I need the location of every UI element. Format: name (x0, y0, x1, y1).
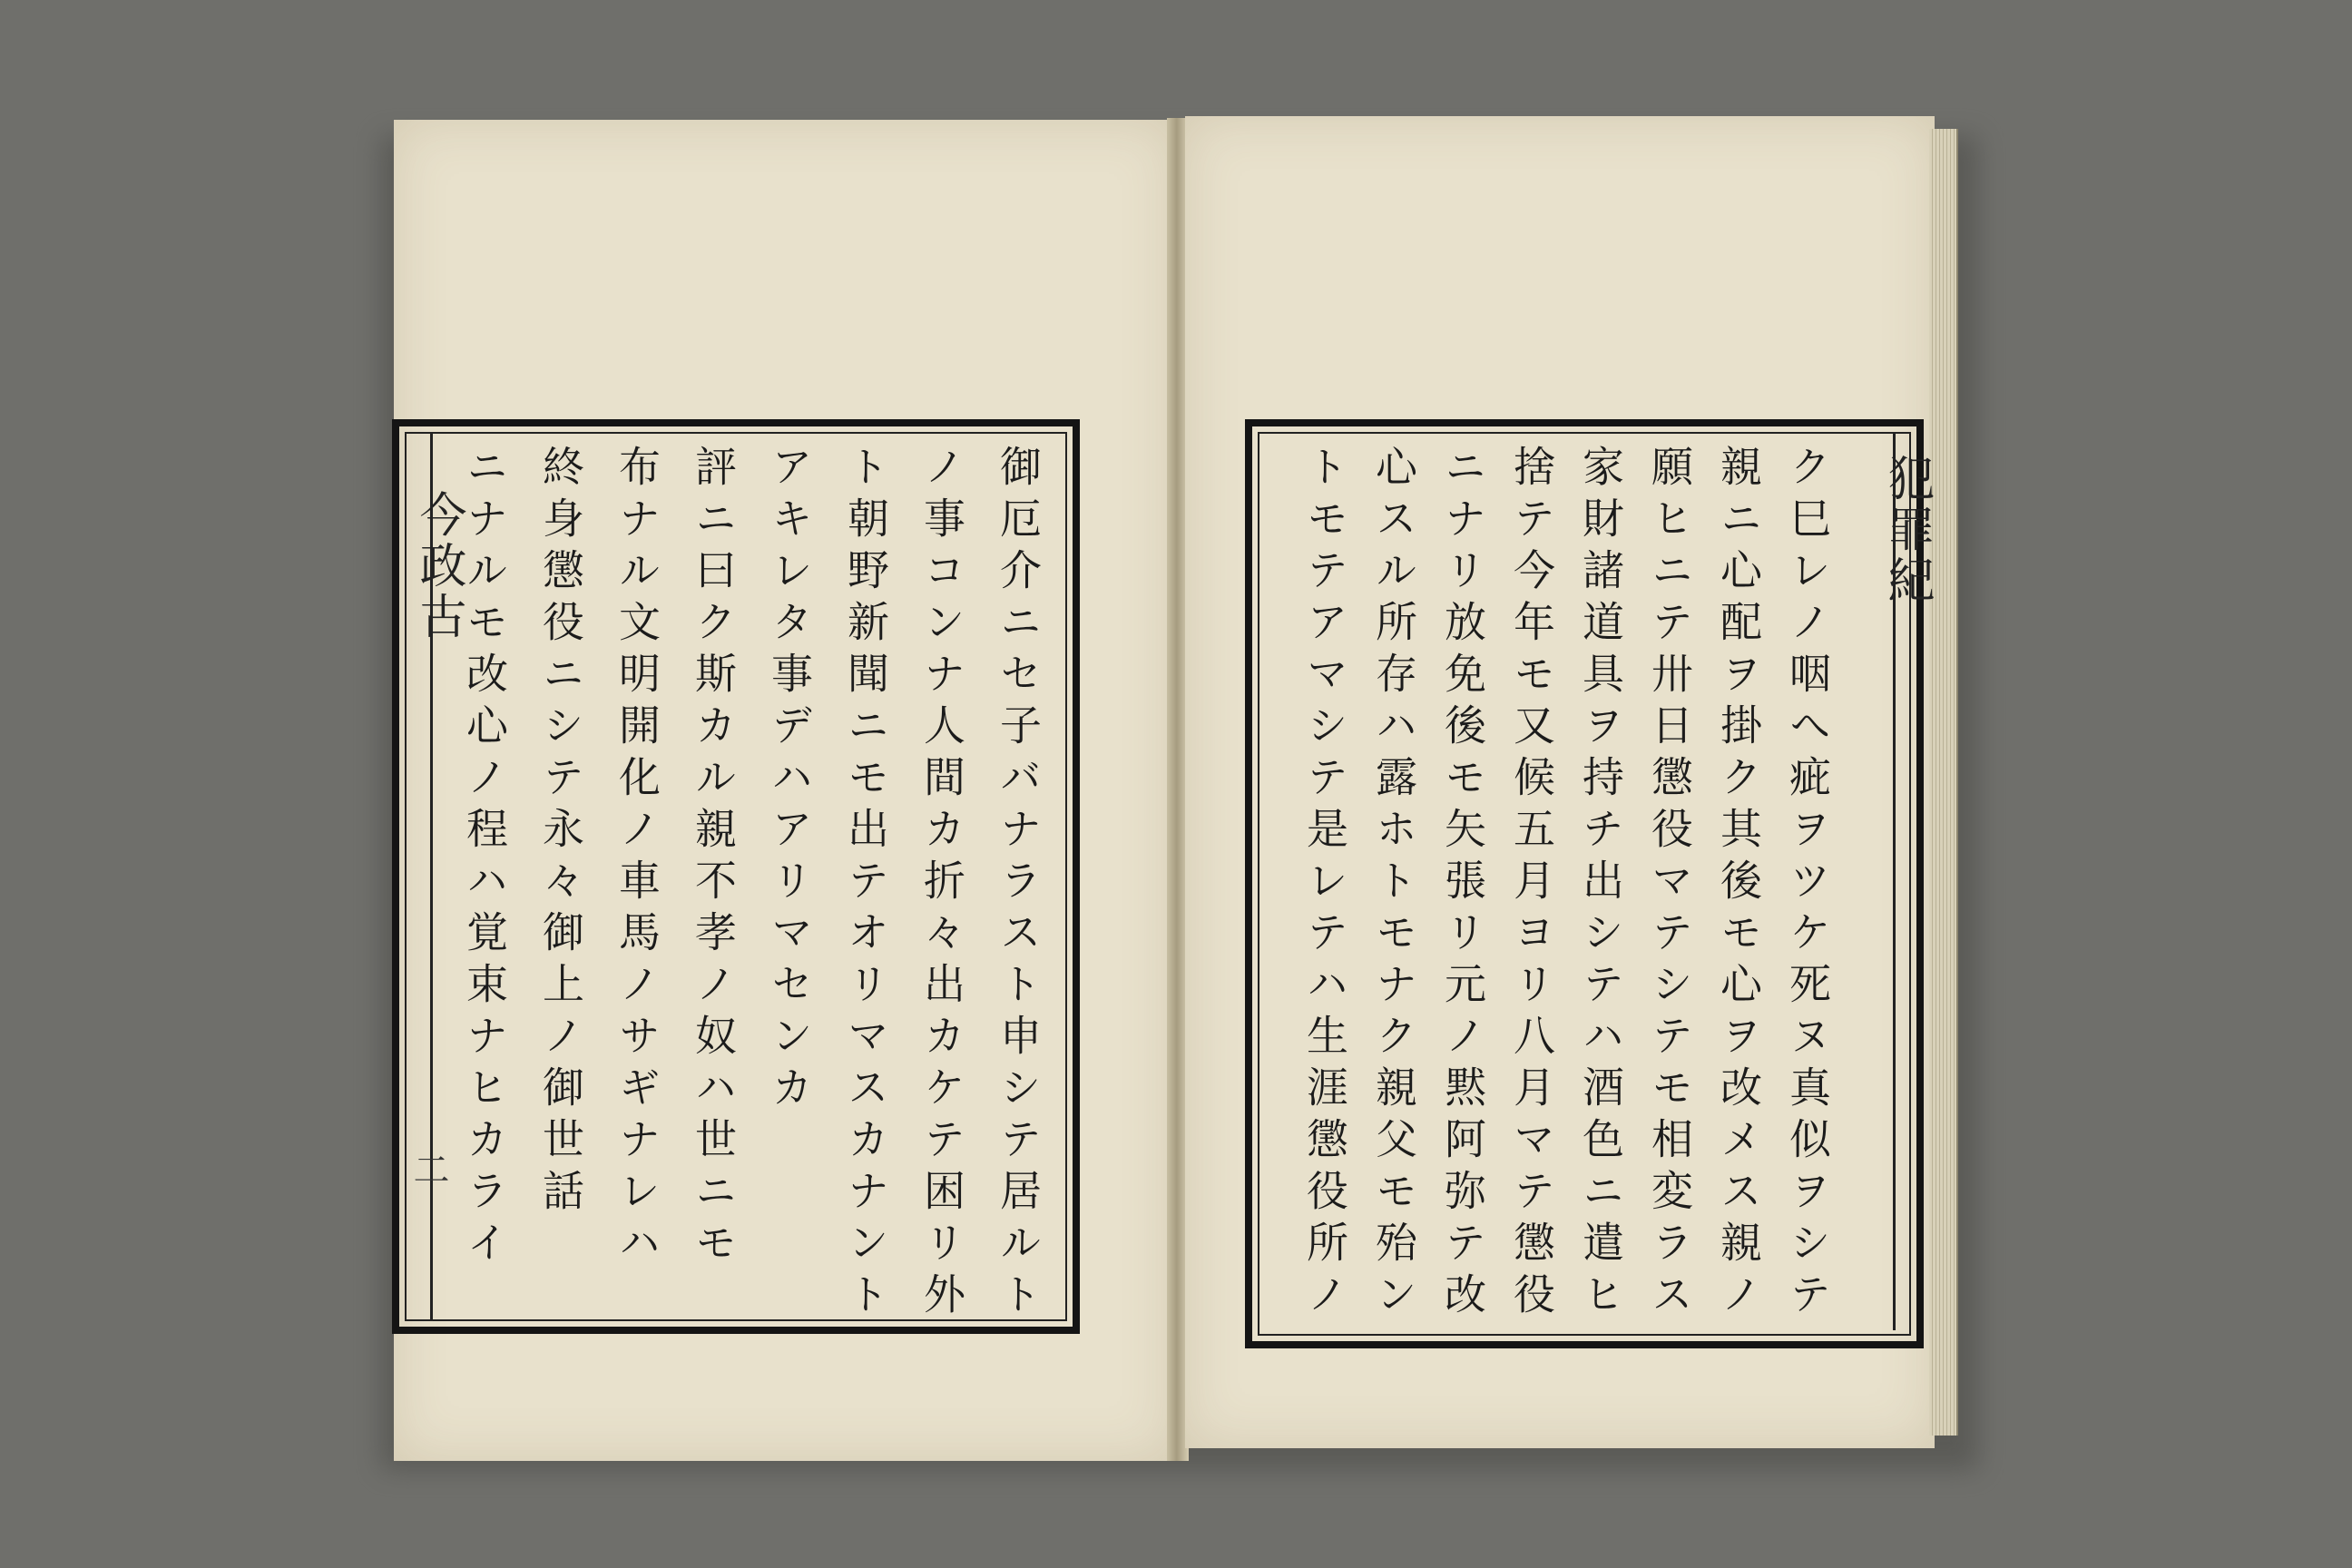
text-column: 家財諸道具ヲ持チ出シテハ酒色ニ遣ヒ (1576, 445, 1625, 1324)
text-column: ノ事コンナ人間カ折々出カケテ困リ外 (917, 445, 966, 1324)
right-text-frame (1245, 419, 1924, 1348)
text-column: ク巳レノ咽へ疵ヲツケ死ヌ真似ヲシテ (1783, 445, 1832, 1324)
text-column: 終身懲役ニシテ永々御上ノ御世話 (536, 445, 585, 1220)
text-column: 親ニ心配ヲ掛ク其後モ心ヲ改メス親ノ (1714, 445, 1763, 1324)
text-column: 布ナル文明開化ノ車馬ノサギナレハ (612, 445, 662, 1272)
margin-title: 今政古 (411, 490, 466, 642)
page-number: 二 (407, 1151, 449, 1187)
text-column: トモテアマシテ是レテハ生涯懲役所ノ (1300, 445, 1349, 1324)
text-column: 捨テ今年モ又候五月ヨリ八月マテ懲役 (1507, 445, 1556, 1324)
text-column: 心スル所存ハ露ホトモナク親父モ殆ン (1369, 445, 1418, 1324)
left-text-frame (392, 419, 1080, 1334)
text-column: 御厄介ニセ子バナラスト申シテ居ルト (994, 445, 1043, 1324)
text-column: ニナルモ改心ノ程ハ覚束ナヒカライ (460, 445, 509, 1272)
text-column: ニナリ放免後モ矢張リ元ノ黙阿弥テ改 (1438, 445, 1487, 1324)
text-column: 評ニ曰ク斯カル親不孝ノ奴ハ世ニモ (689, 445, 738, 1272)
text-column: ト朝野新聞ニモ出テオリマスカナント (841, 445, 890, 1324)
margin-title: 犯罪紀 (1879, 454, 1934, 606)
text-column: 願ヒニテ卅日懲役マテシテモ相変ラス (1645, 445, 1694, 1324)
text-column: アキレタ事デハアリマセンカ (765, 445, 814, 1117)
page-edges (1929, 129, 1958, 1436)
